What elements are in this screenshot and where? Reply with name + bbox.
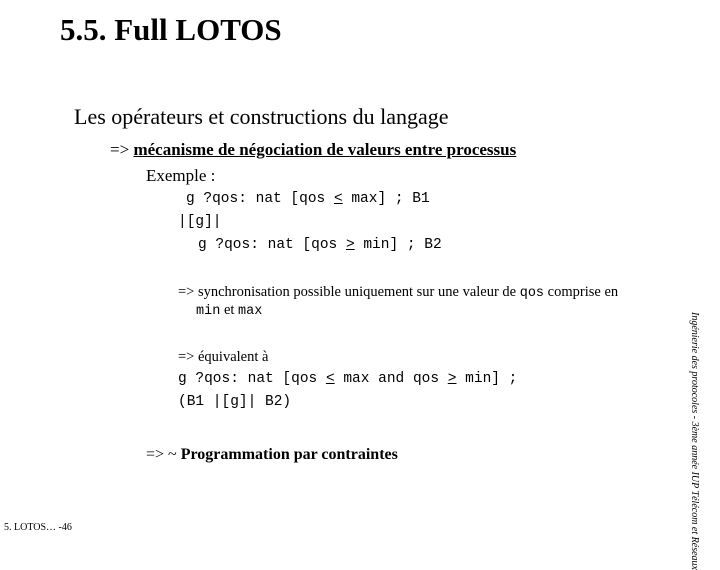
code-line-1 [186,191,430,207]
slide-title: 5.5. Full LOTOS [60,12,282,47]
qos-keyword: qos [519,286,545,301]
equivalent-note: => équivalent à [178,349,269,365]
code-fragment: g ?qos: nat [qos [198,237,346,253]
note-fragment: comprise en [544,284,619,300]
note-fragment: => synchronisation possible uniquement sur une valeur de [178,284,520,300]
code-fragment: min] ; [456,371,518,387]
operator-gt: > [345,237,355,253]
operator-gt: > [447,371,457,387]
code-fragment: g ?qos: nat [qos [178,371,326,387]
code-fragment: max] ; B1 [342,191,430,207]
conclusion-text: Programmation par contraintes [180,446,398,463]
sync-note-line-2 [196,302,262,319]
conclusion-prefix: => ~ [146,446,181,463]
max-keyword: max [238,304,263,319]
example-label: Exemple : [146,166,216,185]
negotiation-text: mécanisme de négociation de valeurs entre processus [133,140,517,159]
section-subtitle: Les opérateurs et constructions du langage [74,104,449,129]
min-keyword: min [196,304,221,319]
arrow-prefix: => [110,140,134,159]
sync-note-line-1 [178,284,618,301]
code-line-4 [178,371,517,387]
code-line-3 [198,237,442,253]
note-fragment: et [220,302,239,318]
operator-lt: < [325,371,335,387]
page-footer: 5. LOTOS… -46 [4,522,72,533]
code-line-5: (B1 |[g]| B2) [178,394,292,410]
code-line-2: |[g]| [178,214,222,230]
code-fragment: max and qos [334,371,448,387]
operator-lt: < [333,191,343,207]
sidebar-course-label: Ingénierie des protocoles - 3ème année IUP Télécom et Réseaux [689,312,700,570]
vertical-sidebar [689,312,716,570]
code-fragment: min] ; B2 [354,237,442,253]
code-fragment: g ?qos: nat [qos [186,191,334,207]
negotiation-heading [110,140,516,160]
conclusion [146,446,398,464]
